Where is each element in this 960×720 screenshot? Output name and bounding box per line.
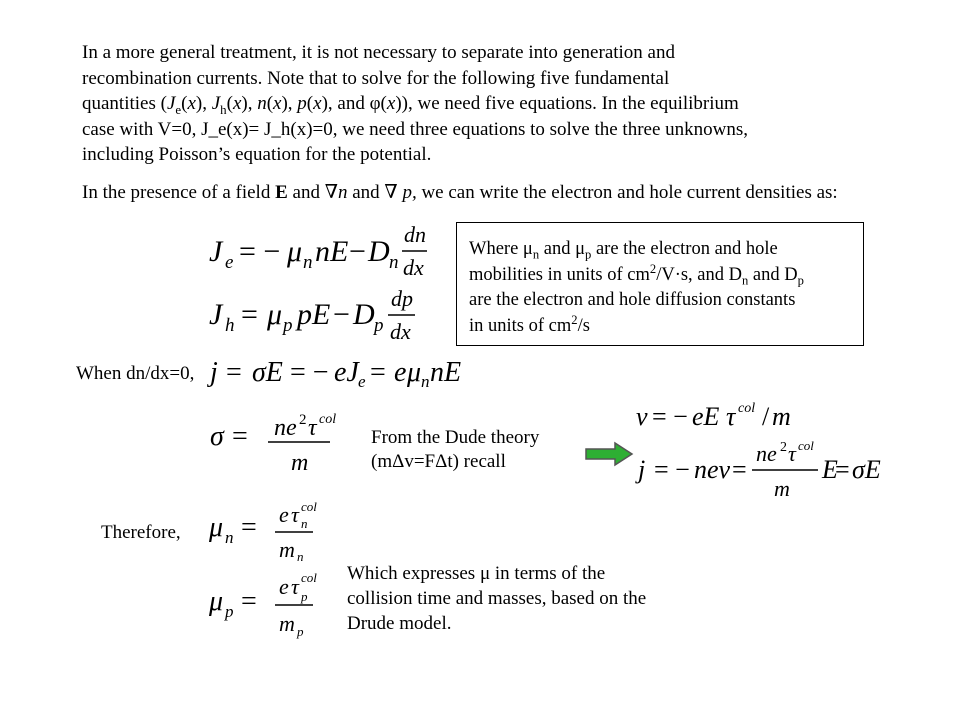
intro-line-3-end: ), we need five equations. In the equilibrium — [401, 93, 739, 114]
svg-text:−: − — [349, 235, 366, 268]
svg-text:j: j — [638, 455, 646, 484]
drude-line-2: (mΔv=FΔt) recall — [371, 451, 506, 472]
svg-text:J: J — [209, 235, 223, 268]
conclusion-text — [347, 561, 646, 636]
svg-text:/: / — [762, 402, 770, 431]
grad-p-symbol: ∇ p, — [384, 182, 417, 203]
drude-current-equation — [628, 438, 881, 502]
svg-text:p: p — [225, 602, 234, 621]
svg-text:dx: dx — [403, 255, 424, 280]
svg-text:D: D — [353, 298, 375, 331]
drude-line-1: From the Dude theory — [371, 427, 540, 448]
svg-text:μ: μ — [287, 235, 303, 268]
svg-text:v: v — [636, 402, 648, 431]
svg-text:n: n — [225, 528, 234, 547]
field-text-c: and — [352, 182, 380, 203]
svg-text:σ: σ — [210, 421, 224, 452]
svg-text:nev: nev — [694, 455, 731, 484]
svg-text:n: n — [301, 516, 308, 531]
svg-text:e: e — [394, 357, 407, 388]
current-density-equation — [208, 352, 462, 392]
conclusion-line-3: Drude model. — [347, 613, 452, 634]
svg-text:2: 2 — [780, 440, 787, 455]
svg-text:dp: dp — [391, 286, 413, 311]
svg-text:e: e — [358, 372, 366, 391]
svg-text:m: m — [279, 537, 295, 562]
mobility-line-2 — [469, 263, 853, 289]
svg-text:p: p — [374, 315, 384, 336]
svg-text:=: = — [370, 357, 386, 388]
svg-text:dx: dx — [390, 319, 411, 344]
svg-text:n: n — [389, 252, 399, 273]
mobility-line-3: are the electron and hole diffusion constants — [469, 290, 796, 310]
svg-text:μ: μ — [267, 298, 283, 331]
svg-text:nE: nE — [315, 235, 349, 268]
svg-text:= −: = − — [239, 235, 281, 268]
svg-text:e: e — [279, 502, 289, 527]
intro-line-3-start: quantities ( — [82, 93, 167, 114]
svg-text:e: e — [279, 574, 289, 599]
svg-text:E: E — [822, 455, 838, 484]
svg-text:p: p — [297, 624, 304, 639]
drude-velocity-equation — [628, 396, 791, 436]
svg-text:μ: μ — [407, 357, 422, 388]
field-text-b: and — [292, 182, 320, 203]
svg-text:=: = — [226, 357, 242, 388]
svg-text:σE: σE — [252, 357, 283, 388]
mobility-line-1 — [469, 237, 853, 263]
mobility-line-1-rest: are the electron and hole — [595, 239, 778, 259]
svg-text:m: m — [774, 476, 790, 501]
svg-text:D: D — [368, 235, 390, 268]
mobility-line-2-a: mobilities in units of cm — [469, 264, 650, 285]
svg-text:j: j — [210, 357, 218, 388]
svg-text:τ: τ — [788, 441, 796, 466]
svg-text:n: n — [297, 549, 304, 564]
svg-text:τ: τ — [726, 402, 736, 431]
svg-text:τ: τ — [308, 415, 317, 441]
when-label: When dn/dx=0, — [76, 363, 195, 384]
arrow-shape — [586, 443, 632, 465]
svg-text:=: = — [835, 455, 850, 484]
mobility-line-4 — [469, 314, 853, 340]
svg-text:n: n — [421, 372, 430, 391]
intro-line-3: quantities ($J_e(x)$, $J_h(x)$, n(x), p(x), and φ(x)), we need five equations. In the equilibrium — [82, 93, 739, 117]
svg-text:eJ: eJ — [334, 357, 359, 388]
mu-p-symbol: μ — [575, 239, 586, 259]
mobility-exponent: 2 — [649, 261, 657, 276]
svg-text:dn: dn — [404, 222, 426, 247]
svg-text:2: 2 — [299, 412, 307, 428]
mobility-where: Where — [469, 239, 519, 259]
svg-text:J: J — [209, 298, 223, 331]
hole-current-equation — [205, 287, 430, 349]
svg-text:= −: = − — [654, 455, 690, 484]
svg-text:m: m — [291, 450, 309, 476]
svg-text:μ: μ — [209, 512, 224, 543]
svg-text:e: e — [225, 252, 234, 273]
svg-text:μ: μ — [209, 586, 224, 617]
svg-text:−: − — [333, 298, 350, 331]
dp-subscript: p — [797, 273, 804, 288]
grad-n-symbol: ∇n — [324, 182, 348, 203]
svg-text:m: m — [279, 611, 295, 636]
svg-text:col: col — [301, 570, 317, 585]
svg-text:= −: = − — [290, 357, 329, 388]
svg-text:h: h — [225, 315, 235, 336]
mu-p-subscript: p — [585, 247, 592, 262]
conclusion-line-1: Which expresses μ in terms of the — [347, 563, 606, 584]
svg-text:col: col — [301, 499, 317, 514]
intro-line-5: including Poisson’s equation for the potential. — [82, 144, 432, 165]
svg-text:σE: σE — [852, 455, 881, 484]
field-paragraph — [82, 180, 862, 206]
electron-mobility-equation — [205, 500, 315, 562]
field-text-d: we can write the electron and hole current densities as: — [421, 182, 838, 203]
svg-text:τ: τ — [291, 502, 299, 527]
conclusion-line-2: collision time and masses, based on the — [347, 588, 647, 609]
field-text-a: In the presence of a field — [82, 182, 271, 203]
svg-text:p: p — [301, 589, 308, 604]
mobility-definition-box — [456, 222, 864, 346]
therefore-label: Therefore, — [101, 522, 181, 543]
intro-line-1: In a more general treatment, it is not necessary to separate into generation and — [82, 42, 675, 63]
mobility-line-4-a: in units of cm — [469, 315, 572, 336]
svg-text:m: m — [772, 402, 791, 431]
hole-mobility-equation — [205, 570, 315, 640]
mu-n-symbol: μ — [522, 239, 533, 259]
mobility-line-2-c: and D — [752, 264, 798, 285]
drude-label — [371, 426, 539, 474]
electron-current-equation — [205, 222, 430, 287]
svg-text:τ: τ — [291, 574, 299, 599]
mobility-line-2-b: /V·s, and D — [656, 264, 742, 285]
svg-text:col: col — [319, 412, 337, 427]
svg-text:=: = — [241, 512, 257, 543]
svg-text:pE: pE — [297, 298, 331, 331]
mu-n-subscript: n — [532, 247, 540, 262]
svg-text:eE: eE — [692, 402, 720, 431]
svg-text:= −: = − — [652, 402, 688, 431]
svg-text:col: col — [798, 438, 814, 453]
intro-line-2: recombination currents. Note that to solve for the following five fundamental — [82, 67, 670, 89]
svg-text:ne: ne — [756, 441, 777, 466]
intro-line-4: case with V=0, J_e(x)= J_h(x)=0, we need three equations to solve the three unknowns, — [82, 118, 749, 140]
svg-text:=: = — [241, 298, 258, 331]
svg-text:ne: ne — [274, 415, 297, 441]
svg-text:=: = — [241, 586, 257, 617]
svg-text:p: p — [283, 315, 293, 336]
svg-text:col: col — [738, 401, 756, 416]
svg-text:=: = — [232, 421, 248, 452]
mobility-and: and — [543, 239, 571, 259]
intro-paragraph — [82, 40, 852, 168]
svg-text:nE: nE — [430, 357, 462, 388]
conductivity-equation — [208, 410, 337, 480]
diffusion-exponent: 2 — [571, 312, 578, 327]
svg-text:=: = — [732, 455, 747, 484]
svg-text:n: n — [303, 252, 313, 273]
dn-subscript: n — [742, 273, 749, 288]
mobility-line-4-b: /s — [577, 315, 590, 336]
field-symbol: E — [275, 182, 288, 203]
